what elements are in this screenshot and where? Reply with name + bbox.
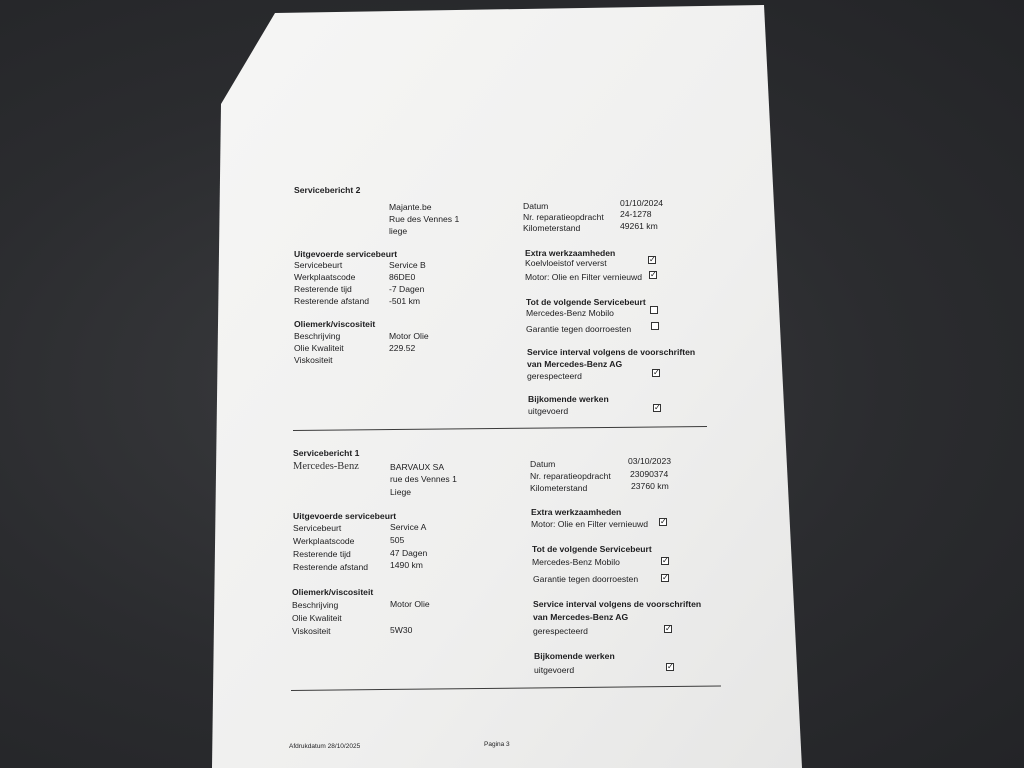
werkplaatscode-value: 505	[390, 535, 405, 545]
checkbox-checked-icon: ✓	[660, 517, 667, 526]
extra-item-label: Motor: Olie en Filter vernieuwd	[525, 272, 643, 282]
viskositeit-label: Viskositeit	[294, 355, 333, 365]
dealer-street: rue des Vennes 1	[390, 474, 457, 484]
checkbox-checked-icon: ✓	[662, 556, 669, 565]
interval-heading-line2: van Mercedes-Benz AG	[533, 612, 629, 622]
servicebeurt-value: Service B	[389, 260, 426, 270]
doorroesten-label: Garantie tegen doorroesten	[526, 324, 632, 334]
olie-heading: Oliemerk/viscositeit	[294, 319, 376, 329]
date-label: Datum	[530, 459, 556, 469]
section-title: Servicebericht 1	[293, 448, 360, 458]
section-title: Servicebericht 2	[294, 185, 361, 195]
extra-heading: Extra werkzaamheden	[531, 507, 622, 517]
resterende-tijd-value: -7 Dagen	[389, 284, 425, 294]
resterende-afstand-value: -501 km	[389, 296, 421, 306]
viskositeit-value: 5W30	[390, 625, 413, 635]
checkbox-checked-icon: ✓	[650, 270, 657, 279]
resterende-tijd-value: 47 Dagen	[390, 548, 428, 558]
order-number-value: 24-1278	[620, 209, 652, 219]
interval-item-label: gerespecteerd	[533, 626, 588, 636]
order-number-label: Nr. reparatieopdracht	[523, 212, 604, 222]
bijkomende-heading: Bijkomende werken	[528, 394, 609, 404]
resterende-tijd-label: Resterende tijd	[294, 284, 352, 294]
olie-kwaliteit-label: Olie Kwaliteit	[294, 343, 344, 353]
page-number: Pagina 3	[484, 741, 510, 748]
uitgevoerd-heading: Uitgevoerde servicebeurt	[293, 511, 397, 521]
werkplaatscode-label: Werkplaatscode	[293, 536, 355, 546]
dealer-name: Majante.be	[389, 202, 432, 212]
date-label: Datum	[523, 201, 549, 211]
checkbox-checked-icon: ✓	[662, 573, 669, 582]
date-value: 01/10/2024	[620, 198, 664, 208]
checkbox-checked-icon: ✓	[649, 255, 656, 264]
dealer-street: Rue des Vennes 1	[389, 214, 460, 224]
olie-kwaliteit-value: 229.52	[389, 343, 416, 353]
extra-item-label: Motor: Olie en Filter vernieuwd	[531, 519, 649, 529]
beschrijving-value: Motor Olie	[390, 599, 430, 609]
interval-item-label: gerespecteerd	[527, 371, 582, 381]
next-service-heading: Tot de volgende Servicebeurt	[532, 544, 652, 554]
mercedes-benz-logo: Mercedes-Benz	[293, 461, 359, 472]
checkbox-checked-icon: ✓	[653, 368, 660, 377]
checkbox-checked-icon: ✓	[667, 662, 674, 671]
resterende-afstand-label: Resterende afstand	[293, 562, 369, 572]
order-number-label: Nr. reparatieopdracht	[530, 471, 611, 481]
resterende-afstand-label: Resterende afstand	[294, 296, 370, 306]
mileage-label: Kilometerstand	[530, 483, 588, 493]
resterende-afstand-value: 1490 km	[390, 560, 423, 570]
print-date: Afdrukdatum 28/10/2025	[289, 743, 361, 750]
interval-heading-line2: van Mercedes-Benz AG	[527, 359, 623, 369]
bijkomende-item-label: uitgevoerd	[534, 665, 575, 675]
interval-heading: Service interval volgens de voorschriften	[533, 599, 702, 609]
section-divider	[291, 685, 721, 691]
mileage-value: 23760 km	[631, 481, 669, 491]
order-number-value: 23090374	[630, 469, 669, 479]
servicebeurt-label: Servicebeurt	[293, 523, 342, 533]
resterende-tijd-label: Resterende tijd	[293, 549, 351, 559]
bijkomende-heading: Bijkomende werken	[534, 651, 615, 661]
beschrijving-label: Beschrijving	[294, 331, 341, 341]
beschrijving-value: Motor Olie	[389, 331, 429, 341]
mobilo-label: Mercedes-Benz Mobilo	[526, 308, 614, 318]
next-service-heading: Tot de volgende Servicebeurt	[526, 297, 646, 307]
doorroesten-label: Garantie tegen doorroesten	[533, 574, 639, 584]
extra-item-label: Koelvloeistof ververst	[525, 258, 607, 268]
mileage-value: 49261 km	[620, 221, 658, 231]
checkbox-checked-icon: ✓	[654, 403, 661, 412]
werkplaatscode-label: Werkplaatscode	[294, 272, 356, 282]
viskositeit-label: Viskositeit	[292, 626, 331, 636]
extra-heading: Extra werkzaamheden	[525, 248, 616, 258]
mobilo-label: Mercedes-Benz Mobilo	[532, 557, 620, 567]
dealer-name: BARVAUX SA	[390, 462, 445, 472]
uitgevoerd-heading: Uitgevoerde servicebeurt	[294, 249, 398, 259]
dealer-city: liege	[389, 226, 408, 236]
werkplaatscode-value: 86DE0	[389, 272, 416, 282]
bijkomende-item-label: uitgevoerd	[528, 406, 569, 416]
servicebeurt-value: Service A	[390, 522, 427, 532]
servicebeurt-label: Servicebeurt	[294, 260, 343, 270]
olie-heading: Oliemerk/viscositeit	[292, 587, 374, 597]
checkbox-checked-icon: ✓	[665, 624, 672, 633]
dealer-city: Liege	[390, 487, 412, 497]
interval-heading: Service interval volgens de voorschriften	[527, 347, 696, 357]
mileage-label: Kilometerstand	[523, 223, 581, 233]
beschrijving-label: Beschrijving	[292, 600, 339, 610]
date-value: 03/10/2023	[628, 456, 672, 466]
olie-kwaliteit-label: Olie Kwaliteit	[292, 613, 342, 623]
